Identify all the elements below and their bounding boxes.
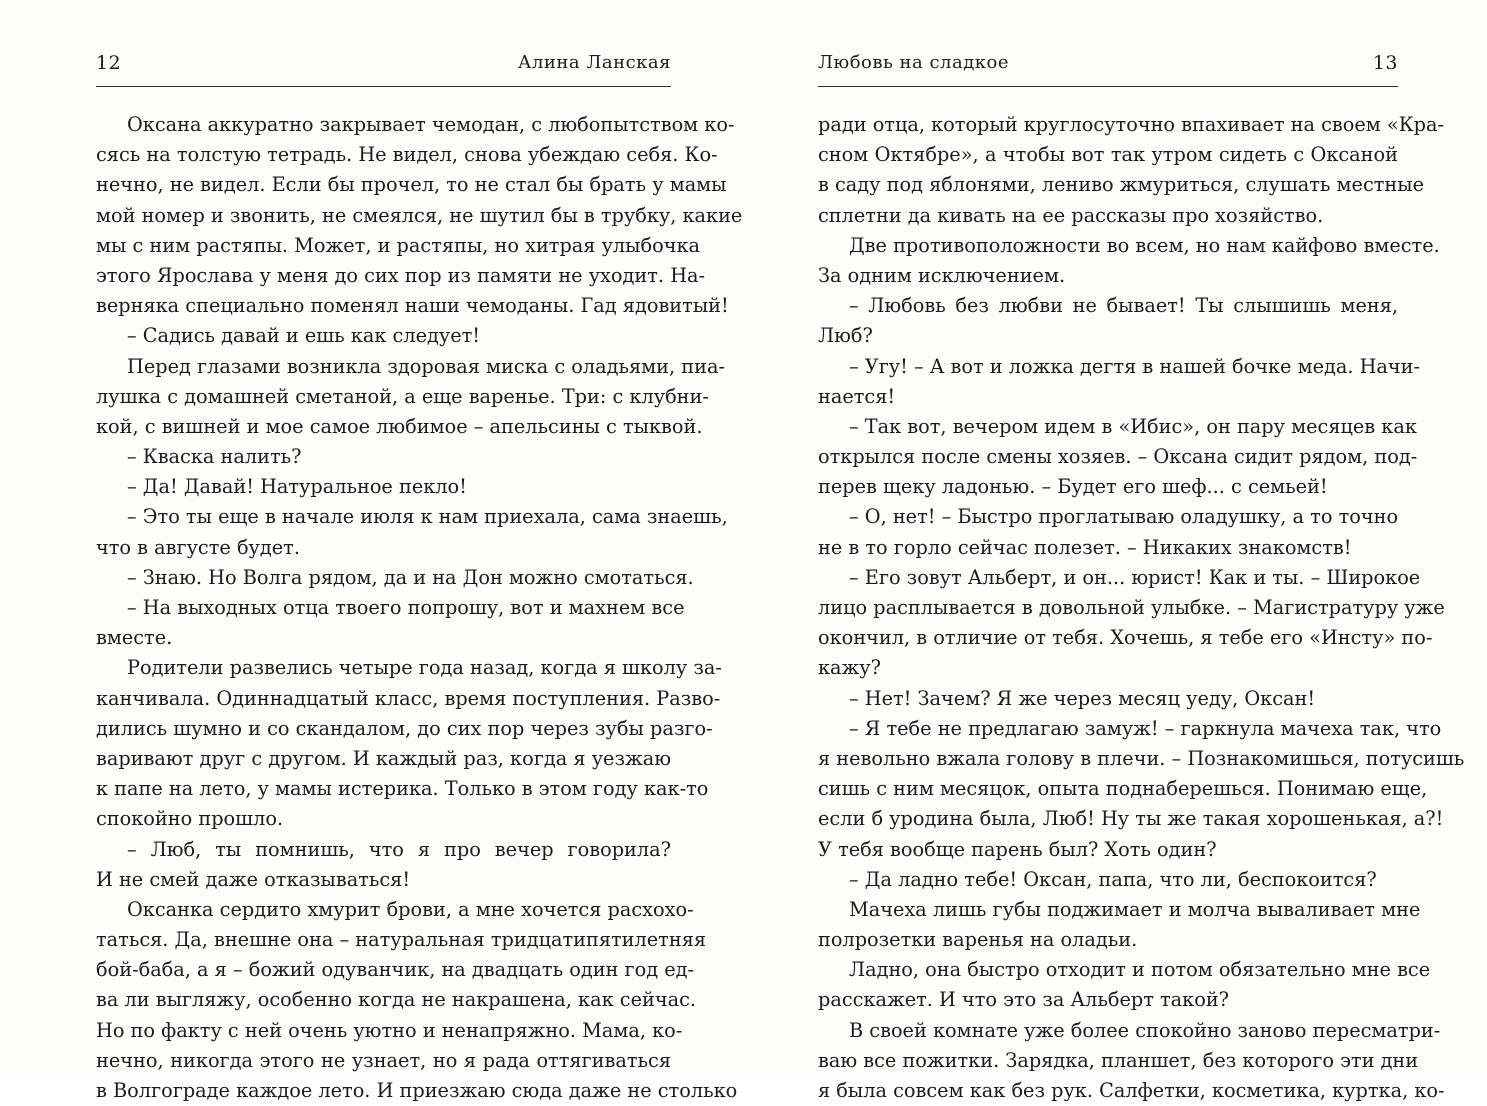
text-line: не в то горло сейчас полезет. – Никаких знакомств! bbox=[818, 535, 1352, 559]
right-page-number: 13 bbox=[1372, 52, 1398, 74]
text-line: – Да ладно тебе! Оксан, папа, что ли, беспокоится? bbox=[849, 867, 1377, 891]
text-line: дились шумно и со скандалом, до сих пор через зубы разго- bbox=[96, 716, 713, 740]
text-line: И не смей даже отказываться! bbox=[96, 867, 411, 891]
text-line: к папе на лето, у мамы истерика. Только в этом году как-то bbox=[96, 777, 709, 801]
left-author-name: Алина Ланская bbox=[517, 52, 671, 73]
text-line: в Волгограде каждое лето. И приезжаю сюда даже не столько bbox=[96, 1079, 738, 1102]
text-line: спокойно прошло. bbox=[96, 807, 284, 831]
text-line: Оксанка сердито хмурит брови, а мне хочется расхохо- bbox=[127, 897, 694, 921]
left-page-body bbox=[96, 110, 743, 1106]
text-line: если б уродина была, Люб! Ну ты же такая хорошенькая, а?! bbox=[818, 807, 1444, 831]
text-line: – Любовь без любви не бывает! Ты слышишь меня, bbox=[849, 294, 1398, 318]
left-page bbox=[96, 0, 743, 1102]
text-line: Родители развелись четыре года назад, когда я школу за- bbox=[127, 656, 722, 680]
text-line: таться. Да, внешне она – натуральная тридцатипятилетняя bbox=[96, 928, 707, 952]
text-line: – Люб, ты помнишь, что я про вечер говорила? bbox=[127, 837, 671, 861]
text-line: – Так вот, вечером идем в «Ибис», он пару месяцев как bbox=[849, 414, 1417, 438]
text-line: В своей комнате уже более спокойно заново пересматри- bbox=[849, 1018, 1441, 1042]
text-line: сясь на толстую тетрадь. Не видел, снова убеждаю себя. Ко- bbox=[96, 143, 718, 167]
text-line: – Знаю. Но Волга рядом, да и на Дон можно смотаться. bbox=[127, 565, 694, 589]
text-line: бой-баба, а я – божий одуванчик, на двадцать один год ед- bbox=[96, 958, 695, 982]
text-line: – Угу! – А вот и ложка дегтя в нашей бочке меда. Начи- bbox=[849, 354, 1421, 378]
text-line: канчивала. Одиннадцатый класс, время поступления. Разво- bbox=[96, 686, 721, 710]
text-line: что в августе будет. bbox=[96, 535, 300, 559]
left-header-rule bbox=[96, 86, 671, 87]
left-running-head bbox=[96, 52, 671, 80]
text-line: мой номер и звонить, не смеялся, не шутил бы в трубку, какие bbox=[96, 203, 743, 227]
text-line: Мачеха лишь губы поджимает и молча вываливает мне bbox=[849, 897, 1421, 921]
text-line: открылся после смены хозяев. – Оксана сидит рядом, под- bbox=[818, 445, 1418, 469]
text-line: – Нет! Зачем? Я же через месяц уеду, Оксан! bbox=[849, 686, 1316, 710]
text-line: – Я тебе не предлагаю замуж! – гаркнула мачеха так, что bbox=[849, 716, 1442, 740]
right-page-body bbox=[818, 110, 1465, 1106]
text-line: Перед глазами возникла здоровая миска с оладьями, пиа- bbox=[127, 354, 725, 378]
text-line: ва ли выгляжу, особенно когда не накрашена, как сейчас. bbox=[96, 988, 697, 1012]
text-line: этого Ярослава у меня до сих пор из памяти не уходит. На- bbox=[96, 263, 706, 287]
text-line: лицо расплывается в довольной улыбке. – Магистратуру уже bbox=[818, 596, 1445, 619]
text-line: сплетни да кивать на ее рассказы про хозяйство. bbox=[818, 203, 1324, 227]
text-line: верняка специально поменял наши чемоданы. Гад ядовитый! bbox=[96, 294, 729, 318]
right-page bbox=[818, 0, 1465, 1102]
text-line: мы с ним растяпы. Может, и растяпы, но хитрая улыбочка bbox=[96, 233, 701, 257]
text-line: лушка с домашней сметаной, а еще варенье. Три: с клубни- bbox=[96, 384, 709, 408]
text-line: У тебя вообще парень был? Хоть один? bbox=[818, 837, 1217, 861]
text-line: перев щеку ладонью. – Будет его шеф... с семьей! bbox=[818, 475, 1328, 499]
text-line: – Его зовут Альберт, и он... юрист! Как и ты. – Широкое bbox=[849, 565, 1421, 589]
text-line: Люб? bbox=[818, 324, 873, 348]
text-line: Ладно, она быстро отходит и потом обязательно мне все bbox=[849, 958, 1431, 982]
text-line: нечно, никогда этого не узнает, но я рада оттягиваться bbox=[96, 1048, 671, 1072]
text-line: окончил, в отличие от тебя. Хочешь, я тебе его «Инсту» по- bbox=[818, 626, 1433, 650]
right-book-title: Любовь на сладкое bbox=[818, 52, 1010, 73]
text-line: – Кваска налить? bbox=[127, 445, 302, 469]
text-line: кажу? bbox=[818, 656, 881, 680]
text-line: Две противоположности во всем, но нам кайфово вместе. bbox=[849, 233, 1440, 257]
left-page-number: 12 bbox=[96, 52, 122, 74]
right-running-head bbox=[818, 52, 1398, 80]
text-line: полрозетки варенья на оладьи. bbox=[818, 928, 1138, 952]
text-line: нается! bbox=[818, 384, 896, 408]
text-line: сном Октябре», а чтобы вот так утром сидеть с Оксаной bbox=[818, 143, 1398, 167]
right-header-rule bbox=[818, 86, 1398, 87]
text-line: – Это ты еще в начале июля к нам приехала, сама знаешь, bbox=[127, 505, 728, 529]
text-line: я невольно вжала голову в плечи. – Познакомишься, потусишь bbox=[818, 746, 1465, 770]
text-line: в саду под яблонями, лениво жмуриться, слушать местные bbox=[818, 173, 1425, 197]
text-line: – О, нет! – Быстро проглатываю оладушку, а то точно bbox=[849, 505, 1399, 529]
text-line: сишь с ним месяцок, опыта поднаберешься. Понимаю еще, bbox=[818, 777, 1428, 801]
text-line: вместе. bbox=[96, 626, 173, 650]
text-line: Но по факту с ней очень уютно и ненапряжно. Мама, ко- bbox=[96, 1018, 683, 1042]
text-line: – Садись давай и ешь как следует! bbox=[127, 324, 481, 348]
text-line: расскажет. И что это за Альберт такой? bbox=[818, 988, 1230, 1012]
text-line: я была совсем как без рук. Салфетки, косметика, куртка, ко- bbox=[818, 1079, 1445, 1102]
text-line: нечно, не видел. Если бы прочел, то не стал бы брать у мамы bbox=[96, 173, 727, 197]
text-line: кой, с вишней и мое самое любимое – апельсины с тыквой. bbox=[96, 414, 703, 438]
text-line: ради отца, который круглосуточно впахивает на своем «Кра- bbox=[818, 113, 1445, 136]
text-line: – Да! Давай! Натуральное пекло! bbox=[127, 475, 467, 499]
text-line: За одним исключением. bbox=[818, 263, 1066, 287]
text-line: варивают друг с другом. И каждый раз, когда я уезжаю bbox=[96, 746, 671, 770]
text-line: Оксана аккуратно закрывает чемодан, с любопытством ко- bbox=[127, 113, 735, 136]
text-line: – На выходных отца твоего попрошу, вот и махнем все bbox=[127, 596, 685, 619]
text-line: ваю все пожитки. Зарядка, планшет, без которого эти дни bbox=[818, 1048, 1419, 1072]
